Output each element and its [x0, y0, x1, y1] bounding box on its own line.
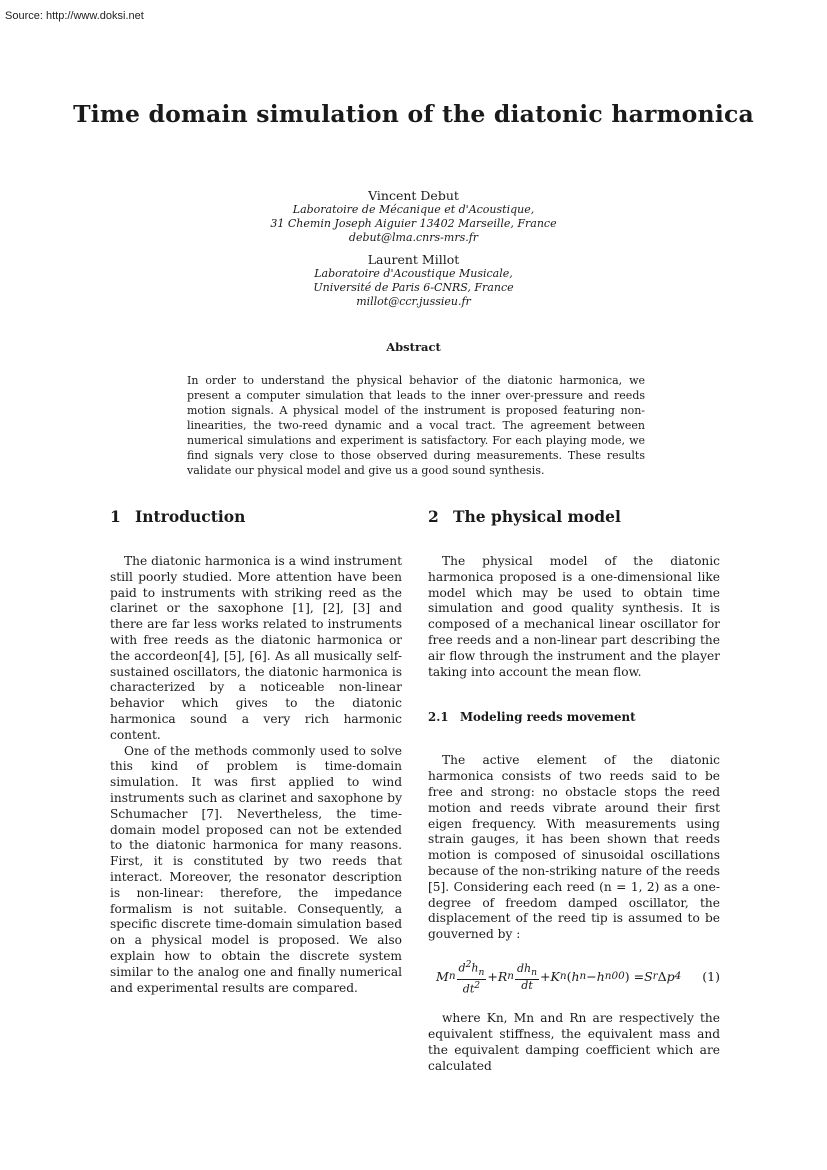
author-name: Laurent Millot [367, 252, 460, 267]
paragraph: One of the methods commonly used to solve this kind of problem is time-domain simulation. It was first applied to wind instruments such as clarinet and saxophone by Schumacher [7]. Nevertheless, the time-domain model proposed can not be extended to the diatonic harmonica for many reasons. First, it is constituted by two reeds that interact. Moreover, the resonator description is non-linear: therefore, the impedance formalism is not suitable. Consequently, a specific discrete time-domain simulation based on a physical model is proposed. We also explain how to obtain the discrete system similar to the analog one and finally numerical and experimental results are compared. [110, 743, 402, 995]
equation-body: M n $\frac{d^2h_n}{dt^2}$ + R n $\frac{dh_n}{dt}$ + K n ( h n − h n00 ) = S r Δ p 4 [436, 958, 682, 996]
right-column [428, 508, 720, 1075]
paragraph: The diatonic harmonica is a wind instrument still poorly studied. More attention have been paid to instruments with striking reed as the clarinet or the saxophone [1], [2], [3] and there are far less works related to instruments with free reeds as the diatonic harmonica or the accordeon[4], [5], [6]. As all musically self-sustained oscillators, the diatonic harmonica is characterized by a noticeable non-linear behavior which gives to the diatonic harmonica sound a very rich harmonic content. [110, 554, 402, 742]
abstract-text: In order to understand the physical behavior of the diatonic harmonica, we present a computer simulation that leads to the inner over-pressure and reeds motion signals. A physical model of the instrument is proposed featuring non-linearities, the two-reed dynamic and a vocal tract. The agreement between numerical simulations and experiment is satisfactory. For each playing mode, we find signals very close to those observed during measurements. These results validate our physical model and give us a good sound synthesis. [187, 374, 645, 477]
section-number: 2 [428, 507, 439, 526]
abstract-heading: Abstract [386, 340, 441, 354]
paragraph: The physical model of the diatonic harmonica proposed is a one-dimensional like model which may be used to obtain time simulation and good quality synthesis. It is composed of a mechanical linear oscillator for free reeds and a non-linear part describing the air flow through the instrument and the player taking into account the mean flow. [428, 554, 720, 679]
source-url: Source: http://www.doksi.net [5, 10, 144, 22]
subsection-heading [428, 710, 720, 725]
author-affiliation-line: Université de Paris 6-CNRS, France [313, 281, 514, 294]
author-block [0, 188, 827, 309]
author-name: Vincent Debut [368, 188, 459, 203]
section-title: The physical model [453, 507, 621, 526]
section-heading [428, 508, 720, 526]
section-number: 1 [110, 507, 121, 526]
left-column [110, 508, 402, 996]
paragraph: where Kn, Mn and Rn are respectively the equivalent stiffness, the equivalent mass and the equivalent damping coefficient which are calculated [428, 1011, 720, 1073]
section-title: Introduction [135, 507, 246, 526]
equation-number: (1) [702, 969, 720, 985]
author-affiliation-line: 31 Chemin Joseph Aiguier 13402 Marseille, France [270, 217, 557, 230]
paragraph: The active element of the diatonic harmonica consists of two reeds said to be free and strong: no obstacle stops the reed motion and reeds vibrate around their first eigen frequency. With measurements using strain gauges, it has been shown that reeds motion is composed of sinusoidal oscillations because of the non-striking nature of the reeds [5]. Considering each reed (n = 1, 2) as a one-degree of freedom damped oscillator, the displacement of the reed tip is assumed to be gouverned by : [428, 753, 720, 942]
section-heading [110, 508, 402, 526]
subsection-number: 2.1 [428, 710, 449, 725]
paper-title: Time domain simulation of the diatonic harmonica [73, 100, 754, 128]
author-email: millot@ccr.jussieu.fr [356, 295, 471, 308]
equation-1 [436, 959, 720, 996]
author-affiliation-line: Laboratoire de Mécanique et d'Acoustique, [292, 203, 535, 216]
author-email: debut@lma.cnrs-mrs.fr [348, 231, 479, 244]
author-affiliation-line: Laboratoire d'Acoustique Musicale, [314, 267, 513, 280]
subsection-title: Modeling reeds movement [460, 710, 636, 725]
